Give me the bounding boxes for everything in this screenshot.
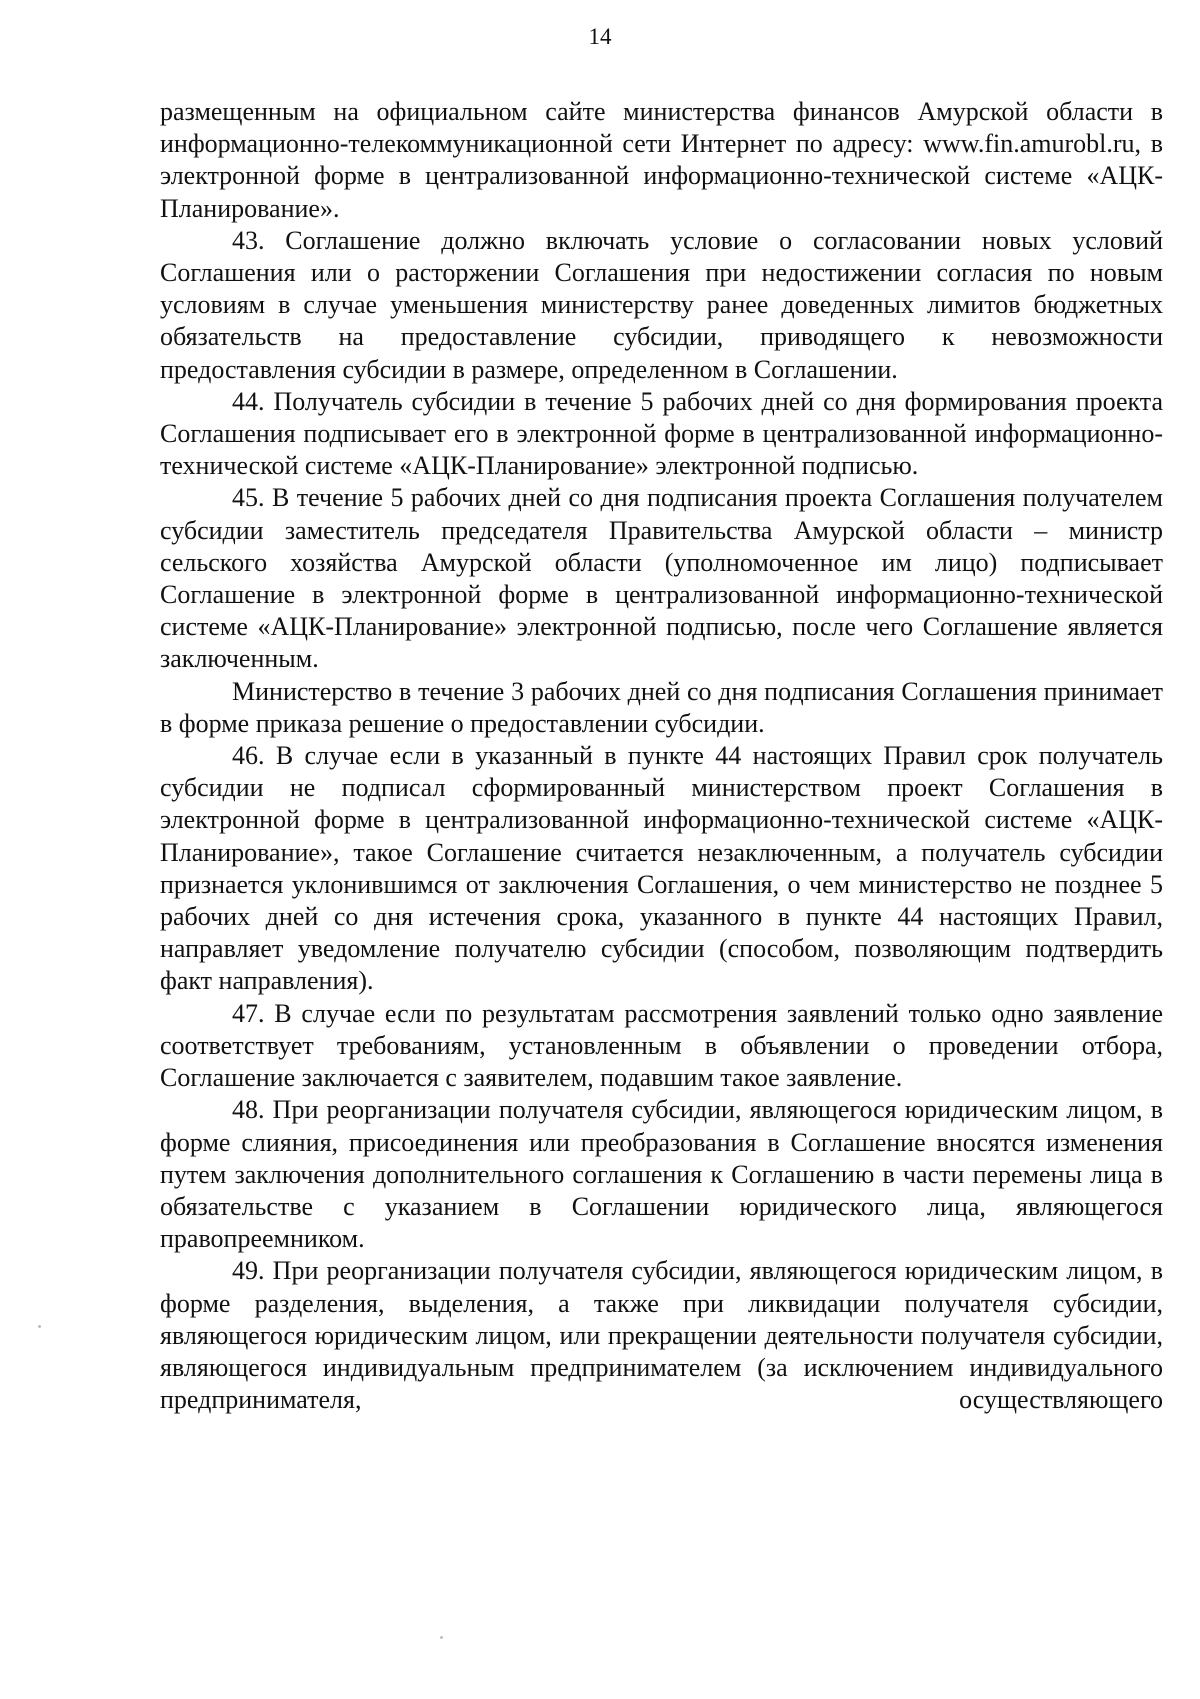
document-body — [160, 96, 1163, 1416]
paragraph-49: 49. При реорганизации получателя субсидии, являющегося юридическим лицом, в форме разделения, выделения, а также при ликвидации получателя субсидии, являющегося юридическим лицом, или прекращении деятельности получателя субсидии, являющегося индивидуальным предпринимателем (за исключением индивидуального предпринимателя, осуществляющего — [160, 1256, 1163, 1415]
paragraph-46: 46. В случае если в указанный в пункте 44 настоящих Правил срок получатель субсидии не подписал сформированный министерством проект Соглашения в электронной форме в централизованной информационно-технической системе «АЦК-Планирование», такое Соглашение считается незаключенным, а получатель субсидии признается уклонившимся от заключения Соглашения, о чем министерство не позднее 5 рабочих дней со дня истечения срока, указанного в пункте 44 настоящих Правил, направляет уведомление получателю субсидии (способом, позволяющим подтвердить факт направления). — [160, 741, 1163, 996]
paragraph-44: 44. Получатель субсидии в течение 5 рабочих дней со дня формирования проекта Соглашения подписывает его в электронной форме в централизованной информационно-технической системе «АЦК-Планирование» электронной подписью. — [160, 386, 1163, 481]
paragraph-continuation: размещенным на официальном сайте министерства финансов Амурской области в информационно-телекоммуникационной сети Интернет по адресу: www.fin.amurobl.ru, в электронной форме в централизованной информационно-технической системе «АЦК-Планирование». — [160, 97, 1163, 223]
scan-speck — [38, 1325, 41, 1328]
paragraph-47: 47. В случае если по результатам рассмотрения заявлений только одно заявление соответствует требованиям, установленным в объявлении о проведении отбора, Соглашение заключается с заявителем, подавшим такое заявление. — [160, 998, 1163, 1093]
paragraph-45: 45. В течение 5 рабочих дней со дня подписания проекта Соглашения получателем субсидии заместитель председателя Правительства Амурской области – министр сельского хозяйства Амурской области (уполномоченное им лицо) подписывает Соглашение в электронной форме в централизованной информационно-технической системе «АЦК-Планирование» электронной подписью, после чего Соглашение является заключенным. — [160, 483, 1163, 674]
page-number: 14 — [588, 24, 612, 49]
paragraph-45-ministry: Министерство в течение 3 рабочих дней со дня подписания Соглашения принимает в форме приказа решение о предоставлении субсидии. — [160, 676, 1163, 738]
paragraph-43: 43. Соглашение должно включать условие о согласовании новых условий Соглашения или о расторжении Соглашения при недостижении согласия по новым условиям в случае уменьшения министерству ранее доведенных лимитов бюджетных обязательств на предоставление субсидии, приводящего к невозможности предоставления субсидии в размере, определенном в Соглашении. — [160, 225, 1163, 384]
paragraph-48: 48. При реорганизации получателя субсидии, являющегося юридическим лицом, в форме слияния, присоединения или преобразования в Соглашение вносятся изменения путем заключения дополнительного соглашения к Соглашению в части перемены лица в обязательстве с указанием в Соглашении юридического лица, являющегося правопреемником. — [160, 1095, 1163, 1254]
scan-speck — [440, 1636, 443, 1639]
